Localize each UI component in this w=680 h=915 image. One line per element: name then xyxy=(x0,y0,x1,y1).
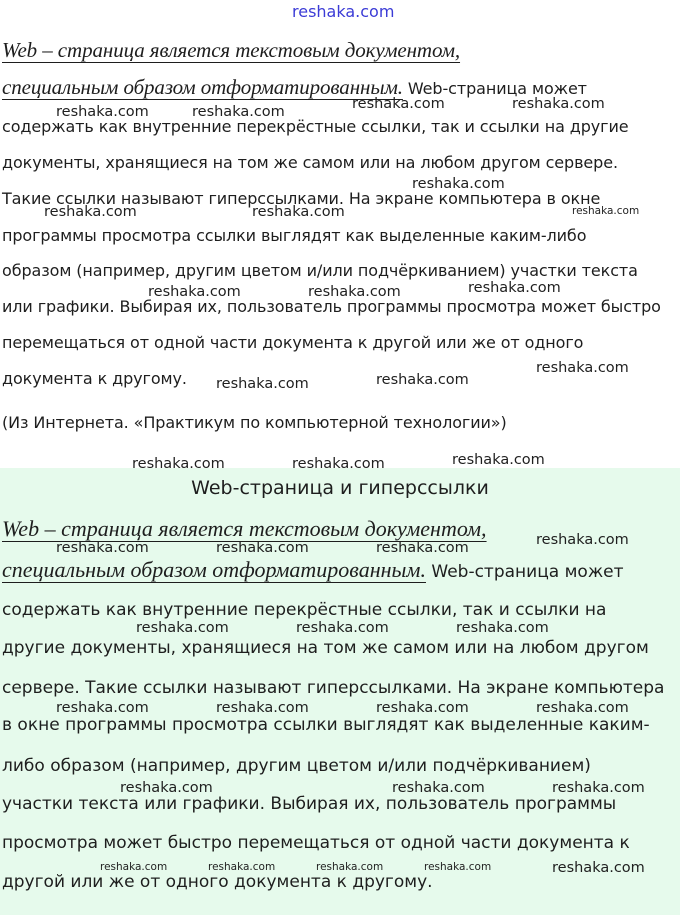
watermark: reshaka.com xyxy=(536,532,629,548)
watermark: reshaka.com xyxy=(208,861,276,873)
watermark: reshaka.com xyxy=(512,96,605,112)
watermark: reshaka.com xyxy=(424,861,492,873)
text-line: образом (например, другим цветом и/или подчёркиванием) участки текста xyxy=(2,261,638,280)
text-line xyxy=(2,38,460,63)
watermark: reshaka.com xyxy=(352,96,445,112)
watermark: reshaka.com xyxy=(316,861,384,873)
watermark: reshaka.com xyxy=(292,456,385,472)
watermark: reshaka.com xyxy=(56,540,149,556)
watermark: reshaka.com xyxy=(56,700,149,716)
text-line: просмотра может быстро перемещаться от одной части документа к xyxy=(2,833,630,853)
text-line: другие документы, хранящиеся на том же самом или на любом другом xyxy=(2,638,649,658)
section-title: Web-страница и гиперссылки xyxy=(191,477,489,499)
watermark: reshaka.com xyxy=(308,284,401,300)
text-line xyxy=(2,75,587,100)
watermark: reshaka.com xyxy=(44,204,137,220)
watermark: reshaka.com xyxy=(572,205,640,217)
watermark: reshaka.com xyxy=(296,620,389,636)
watermark: reshaka.com xyxy=(452,452,545,468)
text-line: участки текста или графики. Выбирая их, пользователь программы xyxy=(2,794,617,814)
watermark: reshaka.com xyxy=(136,620,229,636)
watermark: reshaka.com xyxy=(392,780,485,796)
watermark: reshaka.com xyxy=(376,700,469,716)
text-line: документа к другому. xyxy=(2,369,187,388)
text-line: документы, хранящиеся на том же самом или на любом другом сервере. xyxy=(2,153,618,172)
watermark: reshaka.com xyxy=(412,176,505,192)
watermark: reshaka.com xyxy=(192,104,285,120)
source-caption: (Из Интернета. «Практикум по компьютерной технологии») xyxy=(2,413,507,432)
watermark: reshaka.com xyxy=(456,620,549,636)
definition-text: специальным образом отформатированным. xyxy=(2,557,426,582)
watermark: reshaka.com xyxy=(216,700,309,716)
watermark: reshaka.com xyxy=(56,104,149,120)
watermark: reshaka.com xyxy=(376,540,469,556)
watermark: reshaka.com xyxy=(468,280,561,296)
text-line: или графики. Выбирая их, пользователь программы просмотра может быстро xyxy=(2,297,661,316)
text-line xyxy=(2,516,487,542)
watermark: reshaka.com xyxy=(216,540,309,556)
text-line: в окне программы просмотра ссылки выглядят как выделенные каким- xyxy=(2,715,650,735)
text-line xyxy=(2,557,624,583)
definition-text: Web – страница является текстовым документом, xyxy=(2,38,461,62)
watermark: reshaka.com xyxy=(132,456,225,472)
text-line: программы просмотра ссылки выглядят как выделенные каким-либо xyxy=(2,226,587,245)
watermark: reshaka.com xyxy=(376,372,469,388)
watermark: reshaka.com xyxy=(536,700,629,716)
watermark: reshaka.com xyxy=(100,861,168,873)
text-span: Web-страница может xyxy=(425,562,624,582)
watermark: reshaka.com xyxy=(252,204,345,220)
watermark: reshaka.com xyxy=(552,860,645,876)
watermark: reshaka.com xyxy=(536,360,629,376)
definition-text: специальным образом отформатированным. xyxy=(2,75,403,99)
text-line: содержать как внутренние перекрёстные ссылки, так и ссылки на другие xyxy=(2,117,629,136)
text-line: другой или же от одного документа к другому. xyxy=(2,872,433,892)
text-line: сервере. Такие ссылки называют гиперссылками. На экране компьютера xyxy=(2,678,665,698)
watermark: reshaka.com xyxy=(552,780,645,796)
definition-text: Web – страница является текстовым документом, xyxy=(2,516,487,541)
watermark: reshaka.com xyxy=(216,376,309,392)
text-span: Web-страница может xyxy=(402,79,587,98)
text-line: Такие ссылки называют гиперссылками. На экране компьютера в окне xyxy=(2,189,601,208)
header-watermark: reshaka.com xyxy=(292,2,395,21)
text-line: перемещаться от одной части документа к другой или же от одного xyxy=(2,333,584,352)
text-line: содержать как внутренние перекрёстные ссылки, так и ссылки на xyxy=(2,600,607,620)
watermark: reshaka.com xyxy=(148,284,241,300)
watermark: reshaka.com xyxy=(120,780,213,796)
text-line: либо образом (например, другим цветом и/или подчёркиванием) xyxy=(2,756,591,776)
